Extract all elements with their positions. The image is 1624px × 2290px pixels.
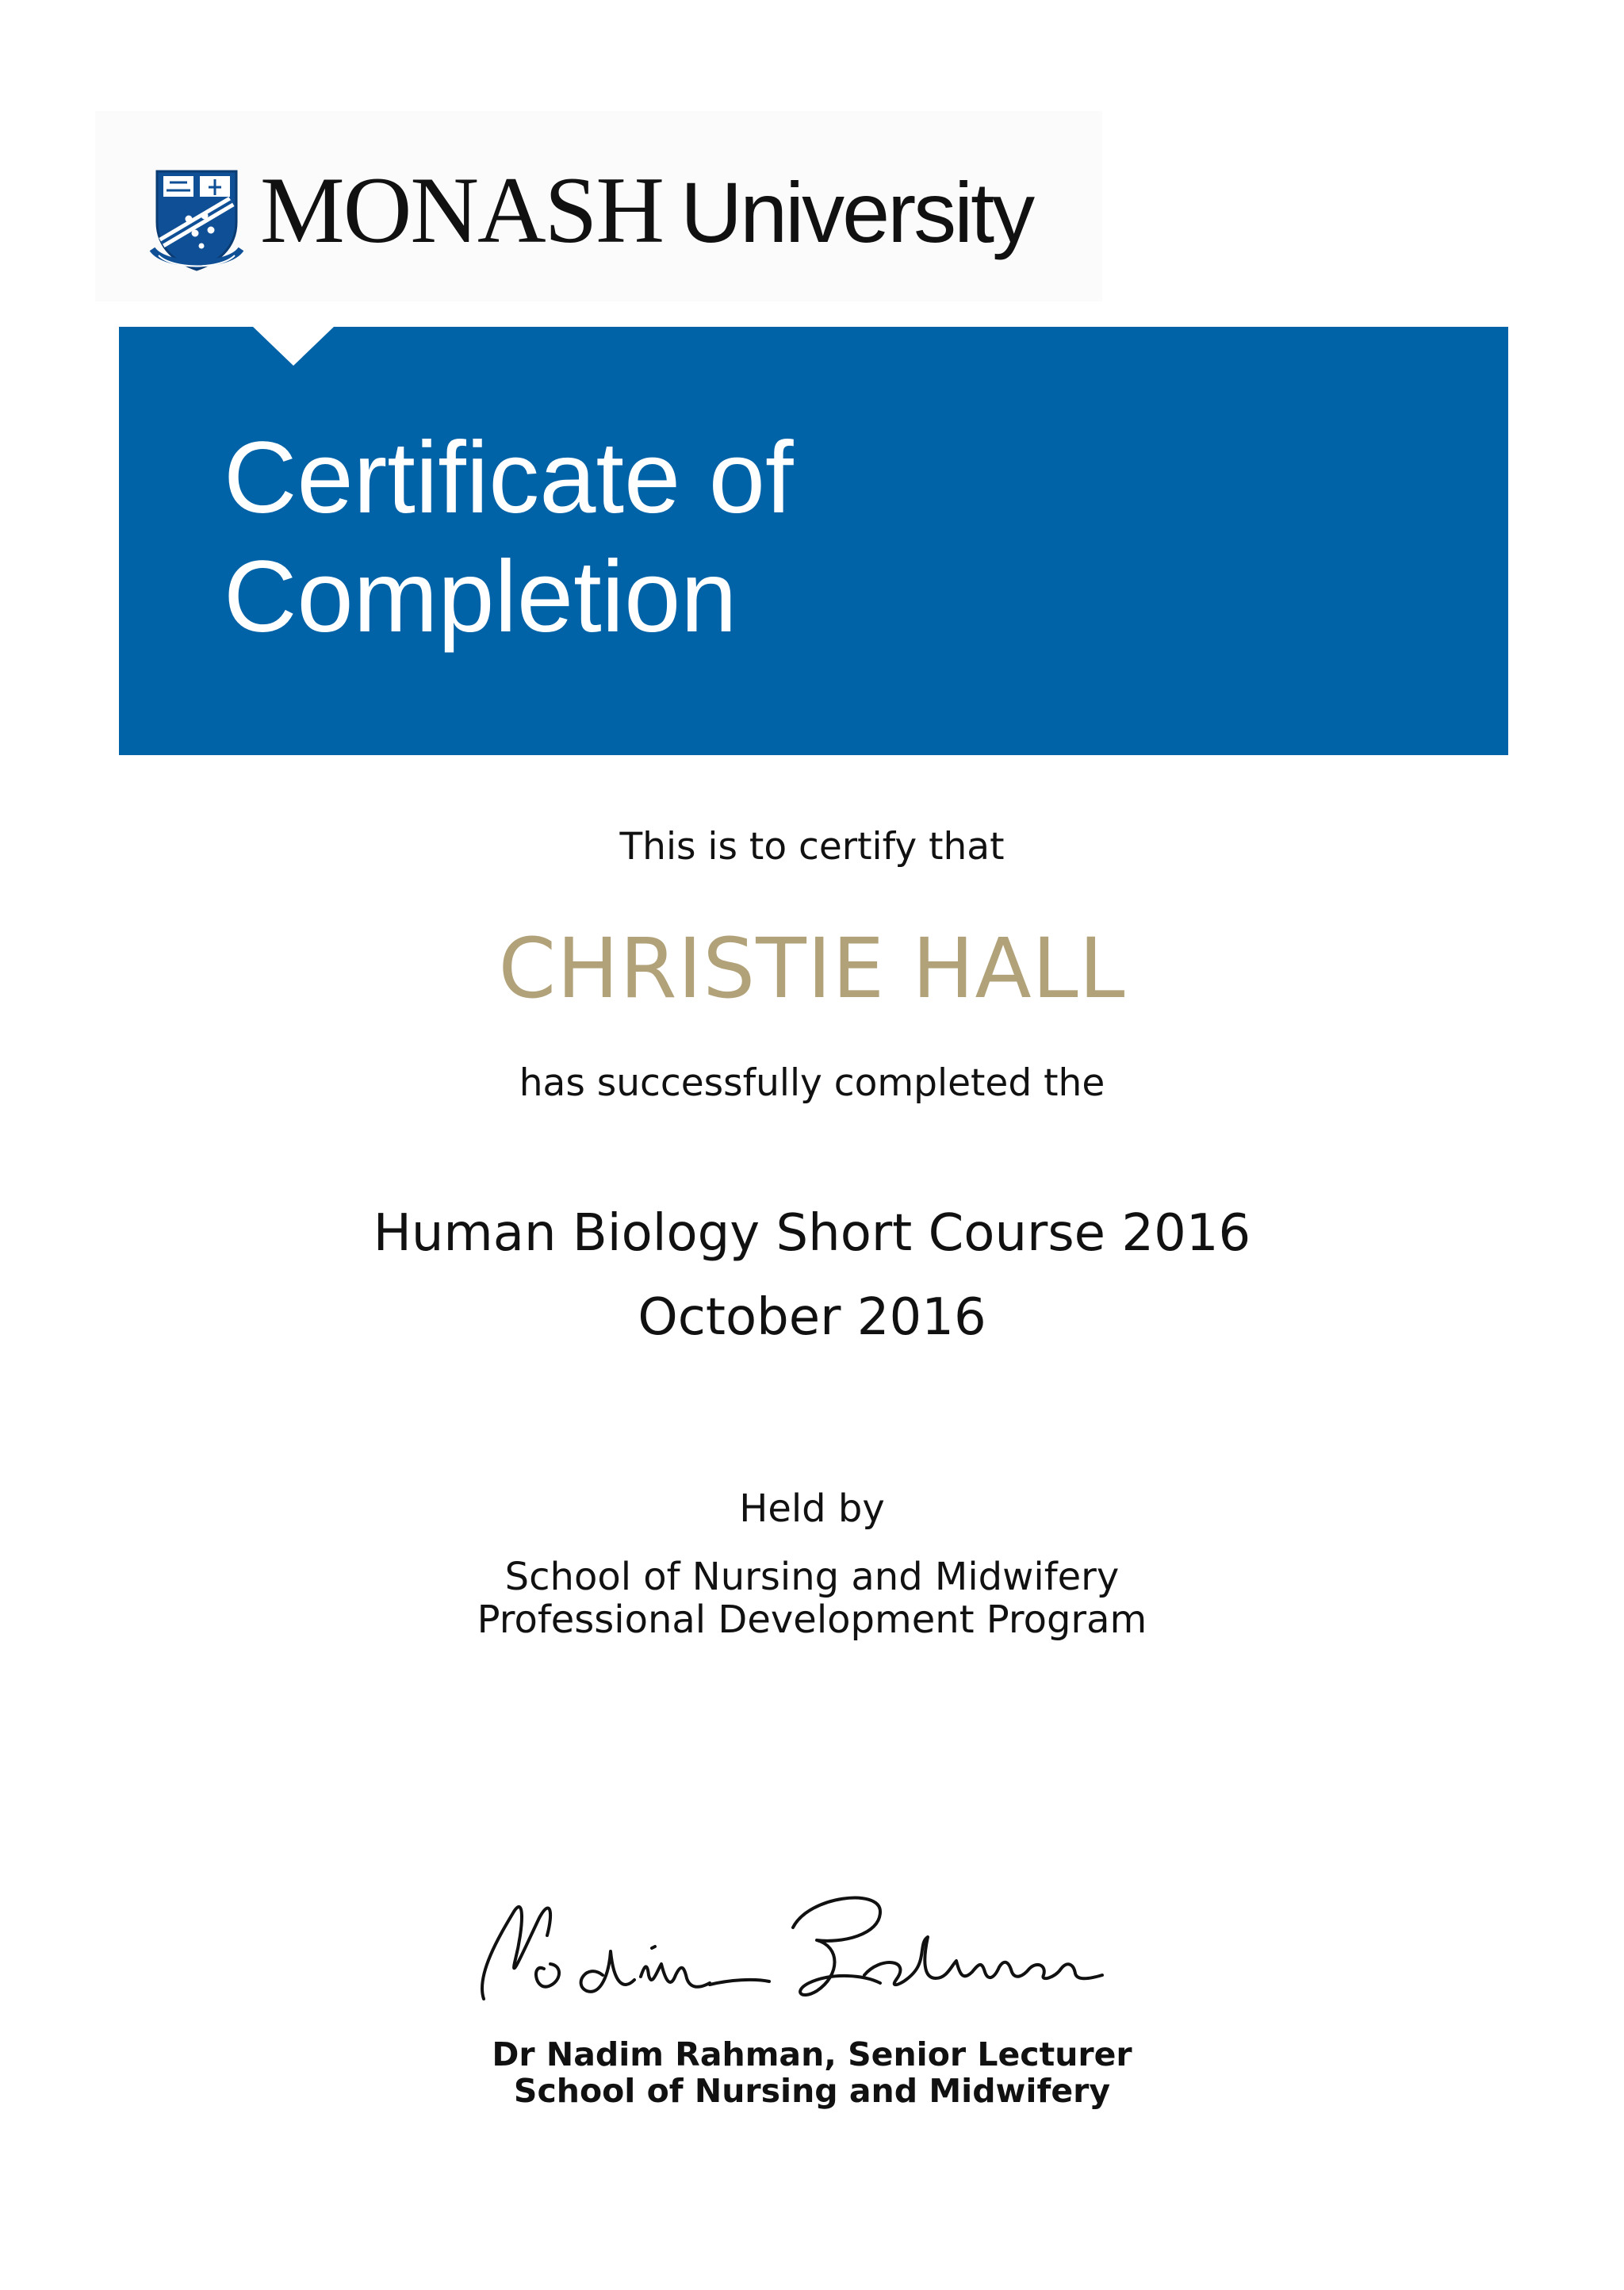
monash-crest-icon [149, 167, 244, 273]
program-name: Professional Development Program [477, 1598, 1147, 1642]
certify-text: This is to certify that [619, 825, 1005, 869]
signature-image [468, 1880, 1182, 2015]
certificate-title-line2: Completion [224, 540, 737, 654]
completed-text: has successfully completed the [519, 1061, 1105, 1105]
school-name: School of Nursing and Midwifery [504, 1555, 1120, 1599]
certificate-title-line1: Certificate of [224, 421, 794, 535]
certificate-title [224, 419, 1413, 657]
course-date: October 2016 [638, 1288, 986, 1347]
wordmark-university: University [680, 164, 1033, 260]
monash-wordmark [260, 155, 1033, 263]
signatory-name-title: Dr Nadim Rahman, Senior Lecturer [492, 2035, 1132, 2073]
held-by-label: Held by [739, 1486, 885, 1531]
wordmark-monash: MONASH [260, 157, 664, 263]
course-name: Human Biology Short Course 2016 [373, 1204, 1251, 1263]
signatory-school: School of Nursing and Midwifery [513, 2072, 1111, 2110]
recipient-name: CHRISTIE HALL [498, 920, 1126, 1017]
banner-notch [252, 326, 335, 366]
